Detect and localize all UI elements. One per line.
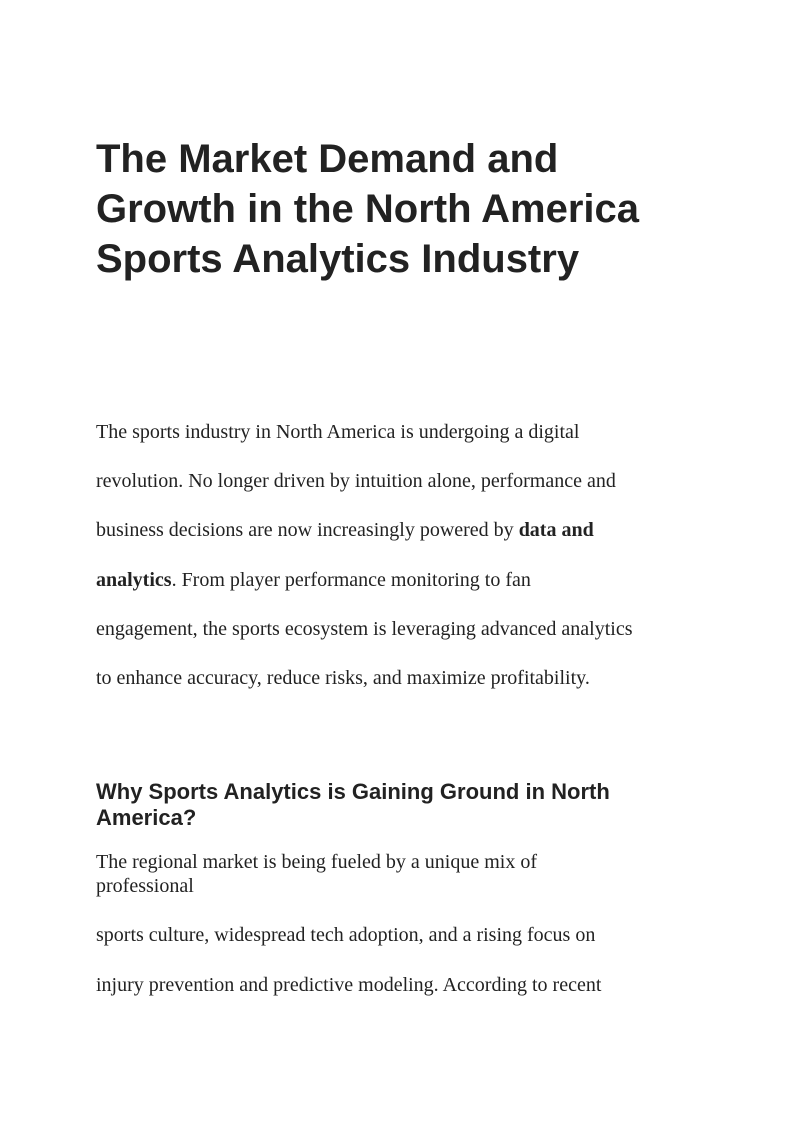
emphasis-text: analytics <box>96 568 172 591</box>
intro-line: The sports industry in North America is undergoing a digital <box>96 421 580 443</box>
paragraph-line: injury prevention and predictive modeling. According to recent <box>96 973 602 996</box>
paragraph-line: professional <box>96 875 194 897</box>
title-line: Growth in the North America <box>96 187 640 231</box>
title-line: The Market Demand and <box>96 137 559 181</box>
paragraph-line: The regional market is being fueled by a unique mix of <box>96 851 537 873</box>
intro-line <box>96 515 736 564</box>
emphasis-text: data and <box>518 519 594 542</box>
paragraph-line: sports culture, widespread tech adoption, and a rising focus on <box>96 924 596 946</box>
section-heading <box>96 779 736 831</box>
intro-text: . From player performance monitoring to fan <box>171 568 531 591</box>
title-line: Sports Analytics Industry <box>96 237 580 281</box>
document-title <box>96 134 736 284</box>
intro-paragraph <box>96 417 736 712</box>
heading-line: America? <box>96 805 197 830</box>
heading-line: Why Sports Analytics is Gaining Ground in North <box>96 779 610 804</box>
intro-text: business decisions are now increasingly powered by <box>96 519 519 542</box>
section-paragraph <box>96 850 736 898</box>
intro-line: to enhance accuracy, reduce risks, and maximize profitability. <box>96 666 590 689</box>
section-paragraph-continued <box>96 920 736 1019</box>
intro-line: engagement, the sports ecosystem is leveraging advanced analytics <box>96 617 633 640</box>
intro-line <box>96 565 736 614</box>
intro-line: revolution. No longer driven by intuition alone, performance and <box>96 470 616 493</box>
